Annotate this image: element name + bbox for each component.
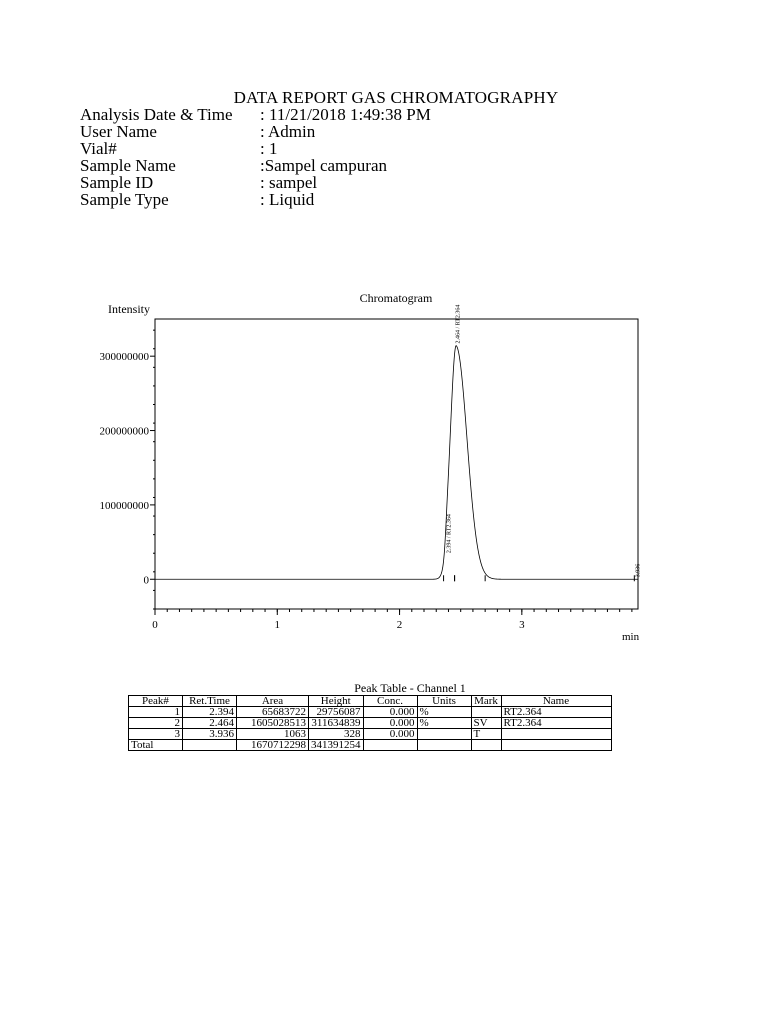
cell-peak: 3	[129, 729, 183, 740]
column-header: Area	[237, 696, 309, 707]
x-tick-label: 1	[274, 619, 281, 631]
cell-peak: 2	[129, 718, 183, 729]
column-header: Mark	[471, 696, 501, 707]
y-tick-label: 0	[143, 574, 149, 587]
table-total-row	[129, 740, 612, 751]
cell-area: 1063	[237, 729, 309, 740]
x-tick-label: 0	[152, 619, 158, 631]
chart-title: Chromatogram	[359, 291, 433, 305]
table-row	[129, 707, 612, 718]
info-value: : 1	[260, 139, 278, 158]
column-header: Units	[417, 696, 471, 707]
peak-label: 3.936	[635, 563, 642, 578]
peak-label: 2.464 / RT2.364	[455, 304, 462, 344]
column-header: Name	[501, 696, 611, 707]
info-label: User Name	[80, 122, 157, 141]
table-row	[129, 729, 612, 740]
cell-name	[501, 729, 611, 740]
info-label: Analysis Date & Time	[80, 105, 233, 124]
column-header: Conc.	[363, 696, 417, 707]
y-tick-label: 100000000	[99, 499, 149, 512]
column-header: Height	[309, 696, 364, 707]
x-tick-label: 2	[396, 619, 403, 631]
column-header: Peak#	[129, 696, 183, 707]
info-value: : Liquid	[260, 190, 315, 209]
report-title: DATA REPORT GAS CHROMATOGRAPHY	[233, 88, 559, 107]
signal-trace	[155, 346, 638, 580]
info-label: Sample Type	[80, 190, 169, 209]
y-tick-label: 300000000	[99, 351, 149, 364]
cell-name: RT2.364	[501, 707, 611, 718]
cell-name	[501, 740, 611, 751]
table-header-row	[129, 696, 612, 707]
cell-mark: SV	[471, 718, 501, 729]
info-label: Vial#	[80, 139, 117, 158]
cell-conc: 0.000	[363, 718, 417, 729]
cell-height: 29756087	[309, 707, 364, 718]
cell-ret-time: 2.464	[183, 718, 237, 729]
x-axis-label: min	[622, 631, 640, 643]
column-header: Ret.Time	[183, 696, 237, 707]
cell-area: 1670712298	[237, 740, 309, 751]
cell-units	[417, 740, 471, 751]
cell-ret-time	[183, 740, 237, 751]
info-value: : 11/21/2018 1:49:38 PM	[260, 105, 431, 124]
y-axis-label: Intensity	[108, 302, 150, 316]
cell-height: 311634839	[309, 718, 364, 729]
cell-conc: 0.000	[363, 707, 417, 718]
cell-units: %	[417, 707, 471, 718]
cell-conc: 0.000	[363, 729, 417, 740]
peak-table-title: Peak Table - Channel 1	[354, 681, 466, 695]
cell-area: 1605028513	[237, 718, 309, 729]
info-label: Sample ID	[80, 173, 154, 192]
cell-height: 328	[309, 729, 364, 740]
info-label: Sample Name	[80, 156, 176, 175]
peak-label: 2.394 / RT2.364	[446, 514, 453, 554]
cell-mark: T	[471, 729, 501, 740]
y-tick-label: 200000000	[99, 425, 149, 438]
cell-name: RT2.364	[501, 718, 611, 729]
cell-units	[417, 729, 471, 740]
plot-frame	[155, 319, 638, 609]
cell-height: 341391254	[309, 740, 364, 751]
peak-table	[128, 695, 612, 751]
cell-mark	[471, 707, 501, 718]
cell-conc	[363, 740, 417, 751]
cell-peak: 1	[129, 707, 183, 718]
cell-mark	[471, 740, 501, 751]
info-value: : Admin	[260, 122, 316, 141]
cell-ret-time: 3.936	[183, 729, 237, 740]
cell-area: 65683722	[237, 707, 309, 718]
info-value: :Sampel campuran	[260, 156, 387, 175]
cell-total-label: Total	[129, 740, 183, 751]
x-tick-label: 3	[519, 619, 525, 631]
cell-units: %	[417, 718, 471, 729]
table-row	[129, 718, 612, 729]
info-value: : sampel	[260, 173, 318, 192]
cell-ret-time: 2.394	[183, 707, 237, 718]
